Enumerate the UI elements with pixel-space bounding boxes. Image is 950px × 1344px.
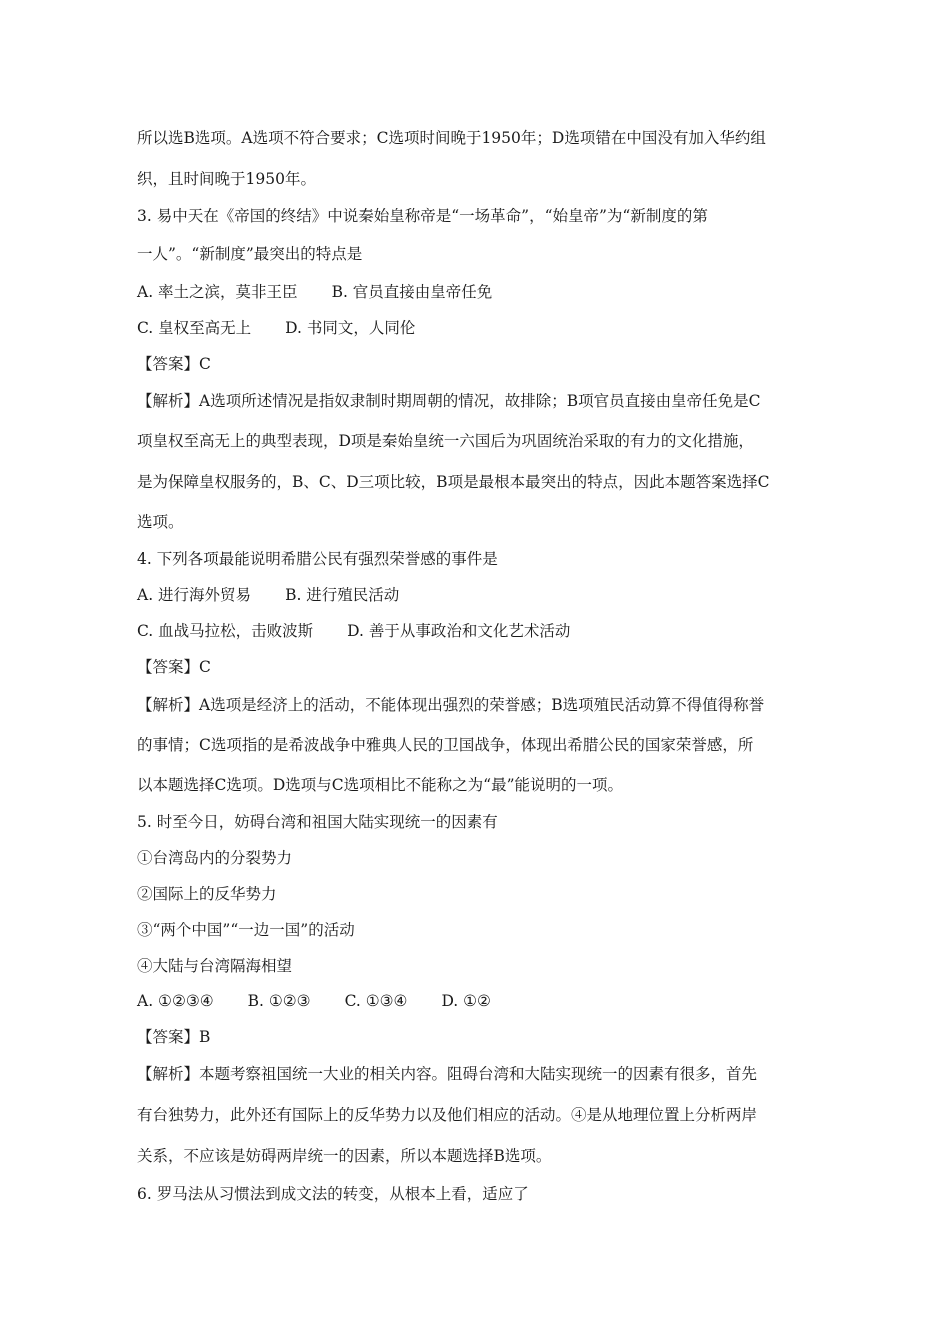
option-b: B. ①②③ bbox=[247, 992, 311, 1010]
option-d: D. 善于从事政治和文化艺术活动 bbox=[347, 622, 571, 640]
question-3-options-row bbox=[137, 282, 492, 302]
statement-item: ③“两个中国”“一边一国”的活动 bbox=[137, 921, 355, 939]
statement-item: ④大陆与台湾隔海相望 bbox=[137, 957, 293, 975]
analysis-line: 【解析】A选项是经济上的活动，不能体现出强烈的荣誉感；B选项殖民活动算不得值得称誉 bbox=[137, 696, 765, 714]
analysis-line: 是为保障皇权服务的，B、C、D三项比较，B项是最根本最突出的特点，因此本题答案选择C bbox=[137, 473, 770, 491]
question-5-stem: 5. 时至今日，妨碍台湾和祖国大陆实现统一的因素有 bbox=[137, 813, 498, 831]
answer-line: 【答案】C bbox=[137, 355, 211, 373]
answer-line: 【答案】B bbox=[137, 1028, 211, 1046]
analysis-line: 【解析】A选项所述情况是指奴隶制时期周朝的情况，故排除；B项官员直接由皇帝任免是C bbox=[137, 392, 761, 410]
analysis-line: 的事情；C选项指的是希波战争中雅典人民的卫国战争，体现出希腊公民的国家荣誉感，所 bbox=[137, 736, 754, 754]
question-4-options-row bbox=[137, 585, 399, 605]
analysis-line: 关系，不应该是妨碍两岸统一的因素，所以本题选择B选项。 bbox=[137, 1147, 552, 1165]
statement-item: ①台湾岛内的分裂势力 bbox=[137, 849, 293, 867]
option-d: D. 书同文，人同伦 bbox=[285, 319, 416, 337]
option-b: B. 进行殖民活动 bbox=[285, 586, 400, 604]
answer-line: 【答案】C bbox=[137, 658, 211, 676]
analysis-line: 【解析】本题考察祖国统一大业的相关内容。阻碍台湾和大陆实现统一的因素有很多，首先 bbox=[137, 1065, 758, 1083]
question-6-stem: 6. 罗马法从习惯法到成文法的转变，从根本上看，适应了 bbox=[137, 1185, 529, 1203]
option-a: A. ①②③④ bbox=[137, 992, 214, 1010]
option-a: A. 进行海外贸易 bbox=[137, 586, 252, 604]
paragraph-line: 所以选B选项。A选项不符合要求；C选项时间晚于1950年；D选项错在中国没有加入华约组 bbox=[137, 129, 766, 147]
analysis-line: 以本题选择C选项。D选项与C选项相比不能称之为“最”能说明的一项。 bbox=[137, 776, 623, 794]
option-c: C. ①③④ bbox=[344, 992, 408, 1010]
question-3-stem: 一人”。“新制度”最突出的特点是 bbox=[137, 245, 363, 263]
option-c: C. 血战马拉松，击败波斯 bbox=[137, 622, 314, 640]
question-3-options-row bbox=[137, 318, 415, 338]
question-3-stem: 3. 易中天在《帝国的终结》中说秦始皇称帝是“一场革命”，“始皇帝”为“新制度的第 bbox=[137, 207, 708, 225]
question-4-options-row bbox=[137, 621, 570, 641]
option-c: C. 皇权至高无上 bbox=[137, 319, 252, 337]
question-4-stem: 4. 下列各项最能说明希腊公民有强烈荣誉感的事件是 bbox=[137, 550, 498, 568]
question-5-options-row bbox=[137, 991, 491, 1011]
paragraph-line: 织，且时间晚于1950年。 bbox=[137, 170, 316, 188]
analysis-line: 项皇权至高无上的典型表现，D项是秦始皇统一六国后为巩固统治采取的有力的文化措施， bbox=[137, 432, 754, 450]
option-b: B. 官员直接由皇帝任免 bbox=[331, 283, 493, 301]
statement-item: ②国际上的反华势力 bbox=[137, 885, 277, 903]
option-d: D. ①② bbox=[441, 992, 491, 1010]
option-a: A. 率土之滨，莫非王臣 bbox=[137, 283, 298, 301]
analysis-line: 选项。 bbox=[137, 513, 184, 531]
analysis-line: 有台独势力，此外还有国际上的反华势力以及他们相应的活动。④是从地理位置上分析两岸 bbox=[137, 1106, 758, 1124]
